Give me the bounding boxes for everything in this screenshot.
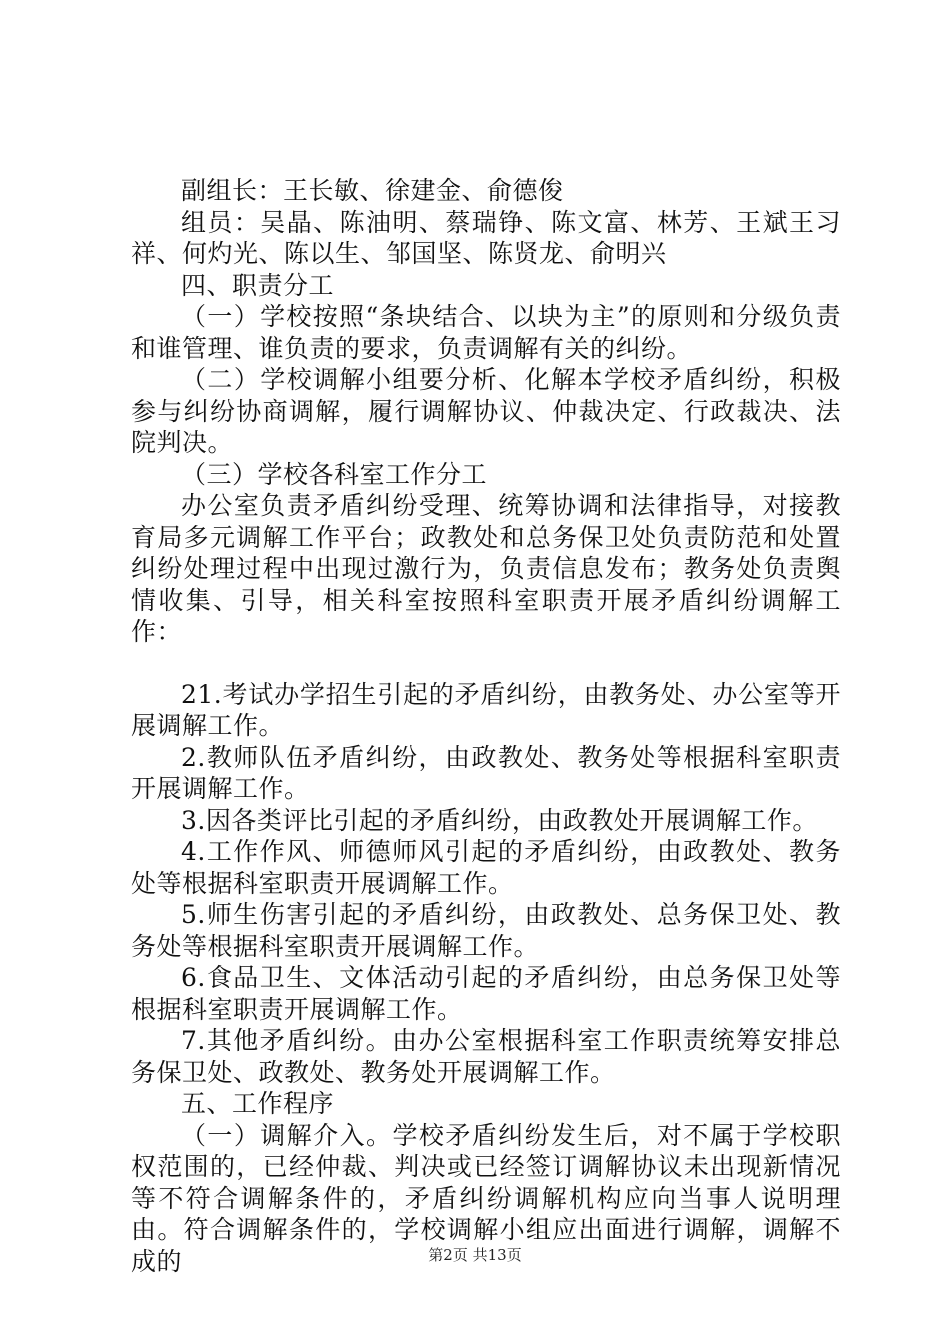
list-item-5: 5.师生伤害引起的矛盾纠纷，由政教处、总务保卫处、教务处等根据科室职责开展调解工作。	[131, 900, 841, 961]
list-item-6: 6.食品卫生、文体活动引起的矛盾纠纷，由总务保卫处等根据科室职责开展调解工作。	[131, 963, 841, 1024]
document-body	[131, 175, 841, 1277]
paragraph-deputy-leaders: 副组长：王长敏、徐建金、俞德俊	[181, 176, 564, 205]
section-heading-procedure: 五、工作程序	[181, 1089, 335, 1118]
list-item-2: 2.教师队伍矛盾纠纷，由政教处、教务处等根据科室职责开展调解工作。	[131, 742, 841, 803]
list-item-3: 3.因各类评比引起的矛盾纠纷，由政教处开展调解工作。	[181, 805, 818, 835]
section-heading-duties: 四、职责分工	[181, 270, 335, 300]
list-item-1: 21.考试办学招生引起的矛盾纠纷，由教务处、办公室等开展调解工作。	[131, 679, 841, 740]
paragraph-procedure-1: （一）调解介入。学校矛盾纠纷发生后，对不属于学校职权范围的，已经仲裁、判决或已经签订调解协议未出现新情况等不符合调解条件的，矛盾纠纷调解机构应向当事人说明理由。符合调解条件的，学校调解小组应出面进行调解，调解不成的	[131, 1120, 841, 1276]
blank-line	[131, 648, 841, 679]
list-item-4: 4.工作作风、师德师风引起的矛盾纠纷，由政教处、教务处等根据科室职责开展调解工作。	[131, 837, 841, 898]
list-item-7: 7.其他矛盾纠纷。由办公室根据科室工作职责统筹安排总务保卫处、政教处、教务处开展调解工作。	[131, 1026, 841, 1087]
paragraph-members: 组员：吴晶、陈油明、蔡瑞铮、陈文富、林芳、王斌王习祥、何灼光、陈以生、邹国坚、陈贤龙、俞明兴	[131, 207, 841, 268]
paragraph-duty-1: （一）学校按照“条块结合、以块为主”的原则和分级负责和谁管理、谁负责的要求，负责调解有关的纠纷。	[131, 302, 841, 363]
page-footer: 第2页 共13页	[428, 1246, 522, 1264]
paragraph-duty-2: （二）学校调解小组要分析、化解本学校矛盾纠纷，积极参与纠纷协商调解，履行调解协议、仲裁决定、行政裁决、法院判决。	[131, 365, 841, 457]
paragraph-duty-3-heading: （三）学校各科室工作分工	[181, 459, 488, 489]
paragraph-office-duties: 办公室负责矛盾纠纷受理、统筹协调和法律指导，对接教育局多元调解工作平台；政教处和总务保卫处负责防范和处置纠纷处理过程中出现过激行为，负责信息发布；教务处负责舆情收集、引导，相关科室按照科室职责开展矛盾纠纷调解工作：	[131, 491, 841, 646]
